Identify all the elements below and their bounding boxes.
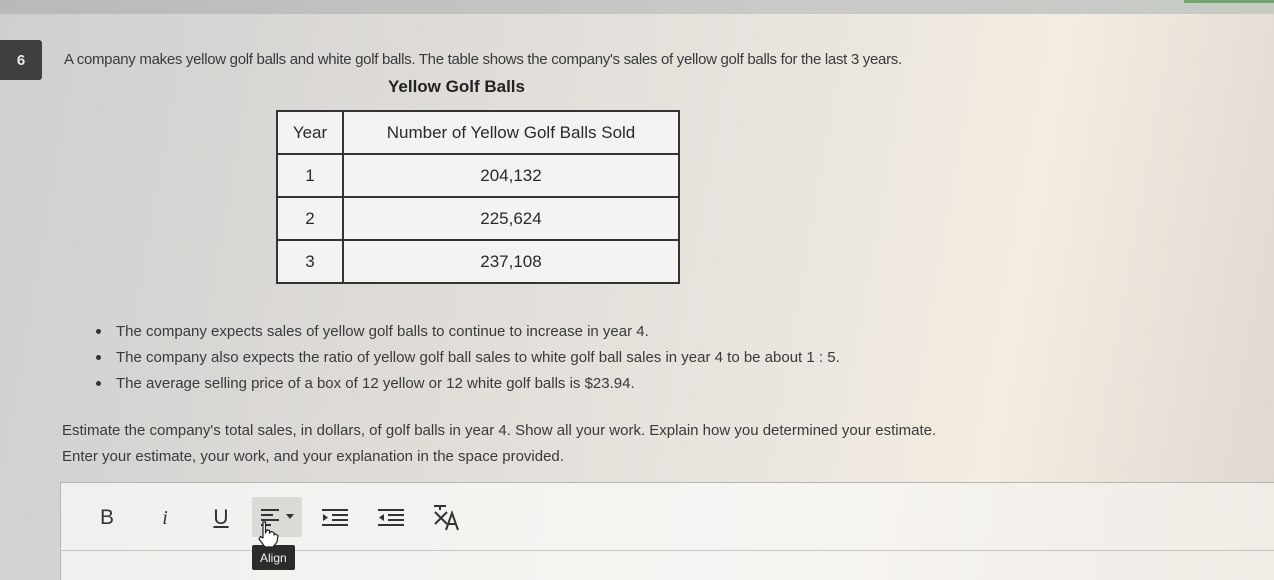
hand-cursor-icon xyxy=(256,520,280,548)
table-row xyxy=(277,197,679,240)
table-cell-year: 3 xyxy=(277,240,343,283)
table-cell-sold: 225,624 xyxy=(343,197,679,240)
table-row xyxy=(277,240,679,283)
underline-button[interactable]: U xyxy=(213,506,229,529)
bullet-text: The company also expects the ratio of yellow golf ball sales to white golf ball sales in year 4 to be about 1 : 5. xyxy=(116,348,840,366)
list-item xyxy=(96,344,840,370)
indent-button[interactable] xyxy=(318,500,352,536)
chevron-down-icon xyxy=(286,514,294,520)
top-accent-strip xyxy=(1184,0,1274,3)
column-header-year: Year xyxy=(277,111,343,154)
bold-button[interactable]: B xyxy=(99,506,114,529)
outdent-icon xyxy=(378,508,404,528)
bullet-list xyxy=(96,318,840,396)
bullet-text: The company expects sales of yellow golf balls to continue to increase in year 4. xyxy=(116,322,649,340)
instruction-line: Enter your estimate, your work, and your explanation in the space provided. xyxy=(62,448,564,465)
align-tooltip: Align xyxy=(252,545,295,570)
bullet-text: The average selling price of a box of 12 yellow or 12 white golf balls is $23.94. xyxy=(116,374,635,392)
table-cell-year: 1 xyxy=(277,154,343,197)
table-cell-sold: 204,132 xyxy=(343,154,679,197)
table-cell-sold: 237,108 xyxy=(343,240,679,283)
indent-icon xyxy=(322,508,348,528)
instruction-line: Estimate the company's total sales, in dollars, of golf balls in year 4. Show all your work. Explain how you determined your estimate. xyxy=(62,422,937,439)
sales-table xyxy=(276,110,680,284)
bullet-dot xyxy=(96,355,101,360)
clear-formatting-icon xyxy=(432,503,464,533)
question-prompt: A company makes yellow golf balls and white golf balls. The table shows the company's sales of yellow golf balls for the last 3 years. xyxy=(64,51,902,68)
list-item xyxy=(96,370,840,396)
table-cell-year: 2 xyxy=(277,197,343,240)
table-row xyxy=(277,154,679,197)
table-header-row xyxy=(277,111,679,154)
clear-formatting-button[interactable] xyxy=(430,500,466,536)
response-editor[interactable] xyxy=(60,482,1274,580)
table-title: Yellow Golf Balls xyxy=(388,77,525,96)
italic-button[interactable]: i xyxy=(162,506,168,529)
browser-top-bar xyxy=(0,0,1274,14)
question-number-badge: 6 xyxy=(0,40,42,80)
bullet-dot xyxy=(96,329,101,334)
instructions xyxy=(62,418,1082,470)
outdent-button[interactable] xyxy=(374,500,408,536)
column-header-sold: Number of Yellow Golf Balls Sold xyxy=(343,111,679,154)
toolbar-divider xyxy=(60,550,1274,551)
list-item xyxy=(96,318,840,344)
bullet-dot xyxy=(96,381,101,386)
